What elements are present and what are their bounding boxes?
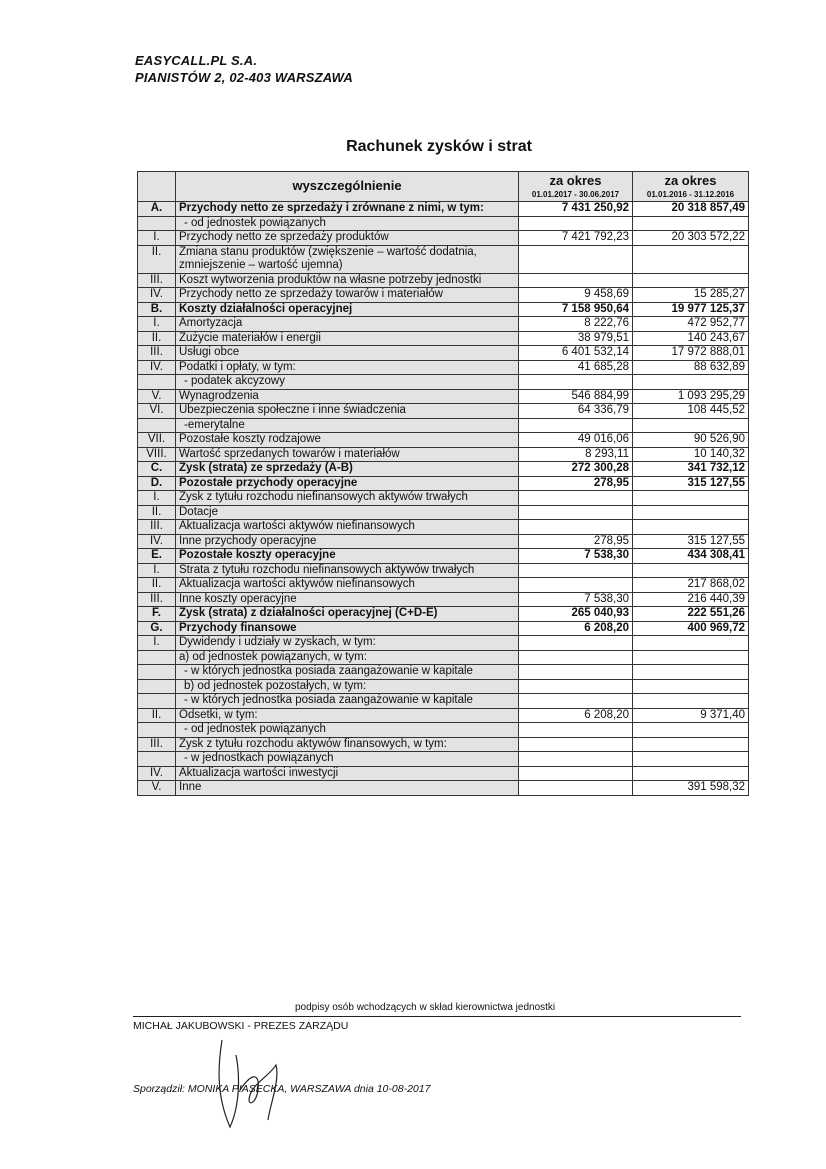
- row-description: Pozostałe koszty operacyjne: [176, 549, 519, 564]
- row-description: - od jednostek powiązanych: [176, 723, 519, 738]
- row-symbol: G.: [138, 621, 176, 636]
- row-value-2016: 9 371,40: [633, 708, 749, 723]
- row-description: Zmiana stanu produktów (zwiększenie – wartość dodatnia, zmniejszenie – wartość ujemna): [176, 245, 519, 273]
- row-symbol: [138, 216, 176, 231]
- row-value-2017: 7 158 950,64: [519, 302, 633, 317]
- row-value-2017: [519, 491, 633, 506]
- row-value-2017: [519, 505, 633, 520]
- row-value-2016: [633, 723, 749, 738]
- row-description: Odsetki, w tym:: [176, 708, 519, 723]
- row-description: Przychody netto ze sprzedaży produktów: [176, 231, 519, 246]
- row-symbol: [138, 694, 176, 709]
- row-value-2017: 7 538,30: [519, 549, 633, 564]
- row-value-2017: 9 458,69: [519, 288, 633, 303]
- row-symbol: A.: [138, 202, 176, 217]
- row-value-2017: [519, 650, 633, 665]
- table-row: [138, 433, 749, 448]
- row-description: Przychody finansowe: [176, 621, 519, 636]
- page-title: Rachunek zysków i strat: [346, 138, 532, 155]
- row-symbol: I.: [138, 636, 176, 651]
- row-value-2016: [633, 505, 749, 520]
- table-row: [138, 404, 749, 419]
- table-row: [138, 549, 749, 564]
- table-row: [138, 563, 749, 578]
- header-period1-range: 01.01.2017 - 30.06.2017: [531, 189, 620, 199]
- row-value-2017: 278,95: [519, 534, 633, 549]
- table-row: [138, 505, 749, 520]
- row-description: Zysk z tytułu rozchodu aktywów finansowych, w tym:: [176, 737, 519, 752]
- row-value-2016: 15 285,27: [633, 288, 749, 303]
- table-row: [138, 578, 749, 593]
- table-row: [138, 317, 749, 332]
- row-description: Koszt wytworzenia produktów na własne potrzeby jednostki: [176, 273, 519, 288]
- row-symbol: II.: [138, 578, 176, 593]
- row-symbol: I.: [138, 231, 176, 246]
- table-row: [138, 375, 749, 390]
- table-row: [138, 636, 749, 651]
- table-row: [138, 607, 749, 622]
- row-symbol: IV.: [138, 534, 176, 549]
- table-row: [138, 418, 749, 433]
- row-description: Podatki i opłaty, w tym:: [176, 360, 519, 375]
- row-value-2017: 7 538,30: [519, 592, 633, 607]
- table-row: [138, 389, 749, 404]
- row-value-2017: [519, 766, 633, 781]
- income-statement-table: [137, 171, 749, 796]
- table-row: [138, 708, 749, 723]
- table-row: [138, 752, 749, 767]
- row-value-2016: [633, 273, 749, 288]
- row-value-2016: 88 632,89: [633, 360, 749, 375]
- row-value-2016: [633, 245, 749, 273]
- table-row: [138, 202, 749, 217]
- row-value-2016: [633, 665, 749, 680]
- table-row: [138, 534, 749, 549]
- row-value-2016: [633, 216, 749, 231]
- row-value-2016: [633, 563, 749, 578]
- header-period1-label: za okres: [549, 173, 602, 188]
- row-symbol: III.: [138, 592, 176, 607]
- row-value-2017: 6 401 532,14: [519, 346, 633, 361]
- header-period2-cell: [633, 172, 749, 202]
- row-value-2016: [633, 636, 749, 651]
- row-value-2016: 17 972 888,01: [633, 346, 749, 361]
- row-symbol: III.: [138, 273, 176, 288]
- row-value-2016: 1 093 295,29: [633, 389, 749, 404]
- header-period1-cell: [519, 172, 633, 202]
- row-description: Inne koszty operacyjne: [176, 592, 519, 607]
- row-value-2016: [633, 491, 749, 506]
- row-value-2017: 546 884,99: [519, 389, 633, 404]
- row-description: Amortyzacja: [176, 317, 519, 332]
- row-symbol: E.: [138, 549, 176, 564]
- table-row: [138, 781, 749, 796]
- row-value-2017: [519, 752, 633, 767]
- row-symbol: V.: [138, 389, 176, 404]
- row-symbol: IV.: [138, 288, 176, 303]
- row-symbol: IV.: [138, 360, 176, 375]
- row-value-2016: 391 598,32: [633, 781, 749, 796]
- row-symbol: VIII.: [138, 447, 176, 462]
- row-symbol: F.: [138, 607, 176, 622]
- row-value-2016: [633, 752, 749, 767]
- row-description: Dotacje: [176, 505, 519, 520]
- row-value-2017: [519, 665, 633, 680]
- row-symbol: III.: [138, 346, 176, 361]
- row-value-2016: 472 952,77: [633, 317, 749, 332]
- header-desc: wyszczególnienie: [292, 177, 402, 193]
- row-value-2017: [519, 418, 633, 433]
- row-value-2017: 6 208,20: [519, 708, 633, 723]
- row-value-2017: [519, 723, 633, 738]
- table-row: [138, 621, 749, 636]
- row-symbol: V.: [138, 781, 176, 796]
- row-value-2016: 216 440,39: [633, 592, 749, 607]
- row-description: - w których jednostka posiada zaangażowanie w kapitale: [176, 694, 519, 709]
- row-description: Zysk z tytułu rozchodu niefinansowych aktywów trwałych: [176, 491, 519, 506]
- row-symbol: II.: [138, 331, 176, 346]
- row-symbol: [138, 723, 176, 738]
- row-value-2017: [519, 520, 633, 535]
- row-description: Koszty działalności operacyjnej: [176, 302, 519, 317]
- company-address: PIANISTÓW 2, 02-403 WARSZAWA: [135, 70, 353, 85]
- table-row: [138, 245, 749, 273]
- row-value-2016: [633, 650, 749, 665]
- row-description: Zużycie materiałów i energii: [176, 331, 519, 346]
- table-row: [138, 665, 749, 680]
- row-value-2016: 400 969,72: [633, 621, 749, 636]
- row-value-2017: 6 208,20: [519, 621, 633, 636]
- row-symbol: III.: [138, 737, 176, 752]
- header-symbol-cell: [138, 172, 176, 202]
- row-description: Aktualizacja wartości aktywów niefinansowych: [176, 578, 519, 593]
- row-description: Wartość sprzedanych towarów i materiałów: [176, 447, 519, 462]
- table-row: [138, 288, 749, 303]
- row-symbol: II.: [138, 708, 176, 723]
- table-row: [138, 766, 749, 781]
- row-description: b) od jednostek pozostałych, w tym:: [176, 679, 519, 694]
- row-value-2016: [633, 694, 749, 709]
- row-description: Aktualizacja wartości aktywów niefinansowych: [176, 520, 519, 535]
- row-value-2017: [519, 375, 633, 390]
- row-value-2016: 222 551,26: [633, 607, 749, 622]
- row-symbol: IV.: [138, 766, 176, 781]
- row-description: Przychody netto ze sprzedaży towarów i materiałów: [176, 288, 519, 303]
- prepared-by: Sporządził: MONIKA PIASECKA, WARSZAWA dnia 10-08-2017: [133, 1083, 431, 1095]
- row-value-2017: [519, 636, 633, 651]
- row-description: Zysk (strata) ze sprzedaży (A-B): [176, 462, 519, 477]
- row-description: Usługi obce: [176, 346, 519, 361]
- signatures-label: podpisy osób wchodzących w skład kierownictwa jednostki: [295, 1002, 556, 1013]
- row-value-2017: [519, 563, 633, 578]
- table-row: [138, 331, 749, 346]
- row-symbol: [138, 375, 176, 390]
- table-row: [138, 592, 749, 607]
- row-description: - w których jednostka posiada zaangażowanie w kapitale: [176, 665, 519, 680]
- table-row: [138, 462, 749, 477]
- row-value-2016: 315 127,55: [633, 534, 749, 549]
- row-description: Zysk (strata) z działalności operacyjnej (C+D-E): [176, 607, 519, 622]
- row-symbol: [138, 665, 176, 680]
- row-value-2017: [519, 694, 633, 709]
- row-description: Strata z tytułu rozchodu niefinansowych aktywów trwałych: [176, 563, 519, 578]
- table-row: [138, 694, 749, 709]
- table-row: [138, 650, 749, 665]
- table-row: [138, 491, 749, 506]
- row-value-2016: [633, 737, 749, 752]
- row-description: - w jednostkach powiązanych: [176, 752, 519, 767]
- table-body: [138, 202, 749, 796]
- row-symbol: II.: [138, 505, 176, 520]
- table-row: [138, 360, 749, 375]
- row-value-2017: 38 979,51: [519, 331, 633, 346]
- row-symbol: [138, 679, 176, 694]
- row-value-2016: [633, 766, 749, 781]
- row-symbol: C.: [138, 462, 176, 477]
- row-value-2017: [519, 679, 633, 694]
- row-value-2017: [519, 737, 633, 752]
- row-description: Inne: [176, 781, 519, 796]
- header-desc-cell: [176, 172, 519, 202]
- row-symbol: [138, 650, 176, 665]
- row-symbol: II.: [138, 245, 176, 273]
- row-symbol: I.: [138, 317, 176, 332]
- table-row: [138, 273, 749, 288]
- row-value-2016: 90 526,90: [633, 433, 749, 448]
- row-value-2016: [633, 375, 749, 390]
- row-description: Inne przychody operacyjne: [176, 534, 519, 549]
- row-description: Pozostałe koszty rodzajowe: [176, 433, 519, 448]
- header-period2-label: za okres: [664, 173, 717, 188]
- row-value-2016: [633, 520, 749, 535]
- row-value-2017: [519, 245, 633, 273]
- row-description: - od jednostek powiązanych: [176, 216, 519, 231]
- row-value-2017: 8 222,76: [519, 317, 633, 332]
- table-row: [138, 520, 749, 535]
- row-symbol: [138, 752, 176, 767]
- row-symbol: III.: [138, 520, 176, 535]
- table-row: [138, 447, 749, 462]
- row-value-2017: 265 040,93: [519, 607, 633, 622]
- row-symbol: I.: [138, 491, 176, 506]
- row-value-2016: [633, 679, 749, 694]
- row-value-2017: 278,95: [519, 476, 633, 491]
- row-value-2016: 140 243,67: [633, 331, 749, 346]
- table-row: [138, 216, 749, 231]
- row-symbol: D.: [138, 476, 176, 491]
- row-symbol: I.: [138, 563, 176, 578]
- table-row: [138, 737, 749, 752]
- row-description: Przychody netto ze sprzedaży i zrównane z nimi, w tym:: [176, 202, 519, 217]
- table-header-row: [138, 172, 749, 202]
- row-description: Aktualizacja wartości inwestycji: [176, 766, 519, 781]
- row-symbol: VI.: [138, 404, 176, 419]
- row-value-2017: [519, 781, 633, 796]
- company-name: EASYCALL.PL S.A.: [135, 53, 258, 68]
- row-description: - podatek akcyzowy: [176, 375, 519, 390]
- table-row: [138, 346, 749, 361]
- table-row: [138, 476, 749, 491]
- row-value-2017: [519, 273, 633, 288]
- row-value-2016: 108 445,52: [633, 404, 749, 419]
- row-value-2016: 217 868,02: [633, 578, 749, 593]
- row-value-2016: 315 127,55: [633, 476, 749, 491]
- row-value-2016: 341 732,12: [633, 462, 749, 477]
- row-value-2016: 10 140,32: [633, 447, 749, 462]
- row-description: a) od jednostek powiązanych, w tym:: [176, 650, 519, 665]
- row-value-2016: 20 318 857,49: [633, 202, 749, 217]
- row-symbol: [138, 418, 176, 433]
- row-value-2016: 19 977 125,37: [633, 302, 749, 317]
- row-value-2016: 20 303 572,22: [633, 231, 749, 246]
- table-row: [138, 723, 749, 738]
- row-description: Ubezpieczenia społeczne i inne świadczenia: [176, 404, 519, 419]
- row-value-2017: 7 421 792,23: [519, 231, 633, 246]
- row-value-2016: [633, 418, 749, 433]
- table-row: [138, 302, 749, 317]
- row-value-2017: [519, 578, 633, 593]
- signature-line: [133, 1016, 741, 1017]
- row-value-2017: 49 016,06: [519, 433, 633, 448]
- company-header: [135, 52, 353, 86]
- row-value-2017: 272 300,28: [519, 462, 633, 477]
- row-value-2017: 8 293,11: [519, 447, 633, 462]
- header-period2-range: 01.01.2016 - 31.12.2016: [646, 189, 735, 199]
- row-symbol: VII.: [138, 433, 176, 448]
- row-symbol: B.: [138, 302, 176, 317]
- row-value-2017: 64 336,79: [519, 404, 633, 419]
- row-value-2017: [519, 216, 633, 231]
- row-value-2016: 434 308,41: [633, 549, 749, 564]
- table-row: [138, 231, 749, 246]
- row-value-2017: 41 685,28: [519, 360, 633, 375]
- row-description: -emerytalne: [176, 418, 519, 433]
- row-value-2017: 7 431 250,92: [519, 202, 633, 217]
- row-description: Dywidendy i udziały w zyskach, w tym:: [176, 636, 519, 651]
- table-row: [138, 679, 749, 694]
- president-name: MICHAŁ JAKUBOWSKI - PREZES ZARZĄDU: [133, 1020, 349, 1032]
- row-description: Wynagrodzenia: [176, 389, 519, 404]
- row-description: Pozostałe przychody operacyjne: [176, 476, 519, 491]
